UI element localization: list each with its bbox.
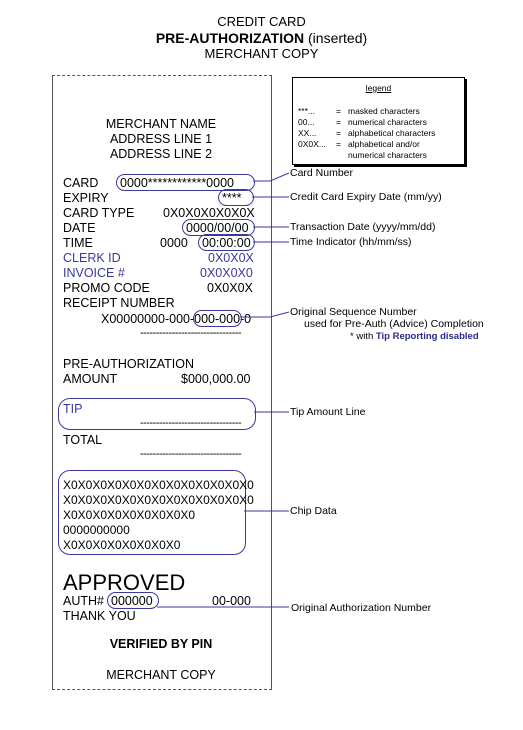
amount-label: AMOUNT — [63, 372, 118, 386]
tip-dashes: -------------------------------- — [140, 417, 242, 429]
card-type-label: CARD TYPE — [63, 206, 135, 220]
auth-number: 000000 — [111, 594, 153, 608]
card-type-value: 0X0X0X0X0X0X — [163, 206, 255, 220]
callout-original-sequence: Original Sequence Number — [290, 306, 417, 318]
footer-merchant-copy: MERCHANT COPY — [106, 668, 216, 682]
chip-line: X0X0X0X0X0X0X0X0X0 — [63, 508, 196, 522]
header-inserted: (inserted) — [304, 30, 368, 46]
chip-line: X0X0X0X0X0X0X0X0X0X0X0X0X0 — [63, 493, 254, 507]
card-label: CARD — [63, 176, 99, 190]
time-label: TIME — [63, 236, 93, 250]
auth-label: AUTH# — [63, 594, 104, 608]
header-merchant-copy: MERCHANT COPY — [204, 46, 319, 61]
legend-row: XX... = alphabetical characters — [298, 128, 436, 138]
card-number-connector — [253, 173, 289, 181]
legend-row: ***... = masked characters — [298, 106, 420, 116]
dash-separator: -------------------------------- — [140, 327, 242, 339]
callout-tip-amount: Tip Amount Line — [290, 406, 366, 418]
merchant-name: MERCHANT NAME — [105, 117, 217, 131]
callout-tip-reporting-note: * with Tip Reporting disabled — [350, 331, 479, 342]
callout-time-indicator: Time Indicator (hh/mm/ss) — [290, 236, 412, 248]
callout-original-sequence-sub: used for Pre-Auth (Advice) Completion — [304, 318, 484, 330]
date-label: DATE — [63, 221, 96, 235]
tip-label: TIP — [63, 402, 83, 416]
legend-row: numerical characters — [348, 150, 427, 160]
promo-code-label: PROMO CODE — [63, 281, 150, 295]
card-value: 0000************0000 — [120, 176, 234, 190]
verified-by-pin: VERIFIED BY PIN — [109, 637, 213, 651]
callout-transaction-date: Transaction Date (yyyy/mm/dd) — [290, 221, 436, 233]
receipt-number-label: RECEIPT NUMBER — [63, 296, 175, 310]
clerk-id-value: 0X0X0X — [208, 251, 254, 265]
expiry-label: EXPIRY — [63, 191, 109, 205]
total-dashes: -------------------------------- — [140, 448, 242, 460]
expiry-value: **** — [222, 191, 242, 205]
thank-you: THANK YOU — [63, 609, 136, 623]
auth-right-value: 00-000 — [212, 594, 251, 608]
invoice-label: INVOICE # — [63, 266, 125, 280]
callout-chip-data: Chip Data — [290, 505, 337, 517]
amount-value: $000,000.00 — [181, 372, 251, 386]
clerk-id-label: CLERK ID — [63, 251, 121, 265]
preauth-label: PRE-AUTHORIZATION — [63, 357, 195, 371]
approved-status: APPROVED — [63, 570, 186, 595]
chip-line: X0X0X0X0X0X0X0X0 — [63, 538, 181, 552]
invoice-value: 0X0X0X0 — [200, 266, 253, 280]
callout-original-auth: Original Authorization Number — [291, 602, 432, 614]
callout-expiry: Credit Card Expiry Date (mm/yy) — [290, 191, 442, 203]
time-value-hhmm: 0000 — [160, 236, 188, 250]
address-line-1: ADDRESS LINE 1 — [109, 132, 213, 146]
address-line-2: ADDRESS LINE 2 — [109, 147, 213, 161]
promo-code-value: 0X0X0X — [207, 281, 253, 295]
header-preauth: PRE-AUTHORIZATION — [155, 30, 305, 46]
header-title-line1: CREDIT CARD — [217, 14, 306, 29]
legend-row: 0X0X... = alphabetical and/or — [298, 139, 420, 149]
callout-card-number: Card Number — [290, 167, 354, 179]
chip-line: 0000000000 — [63, 523, 130, 537]
legend-title: legend — [365, 83, 392, 93]
sequence-connector — [240, 312, 289, 317]
time-value: 00:00:00 — [202, 236, 251, 250]
total-label: TOTAL — [63, 433, 103, 447]
chip-line: X0X0X0X0X0X0X0X0X0X0X0X0X0 — [63, 478, 254, 492]
date-value: 0000/00/00 — [186, 221, 249, 235]
receipt-number-value: X00000000-000-000-000-0 — [101, 312, 252, 326]
legend-row: 00... = numerical characters — [298, 117, 427, 127]
